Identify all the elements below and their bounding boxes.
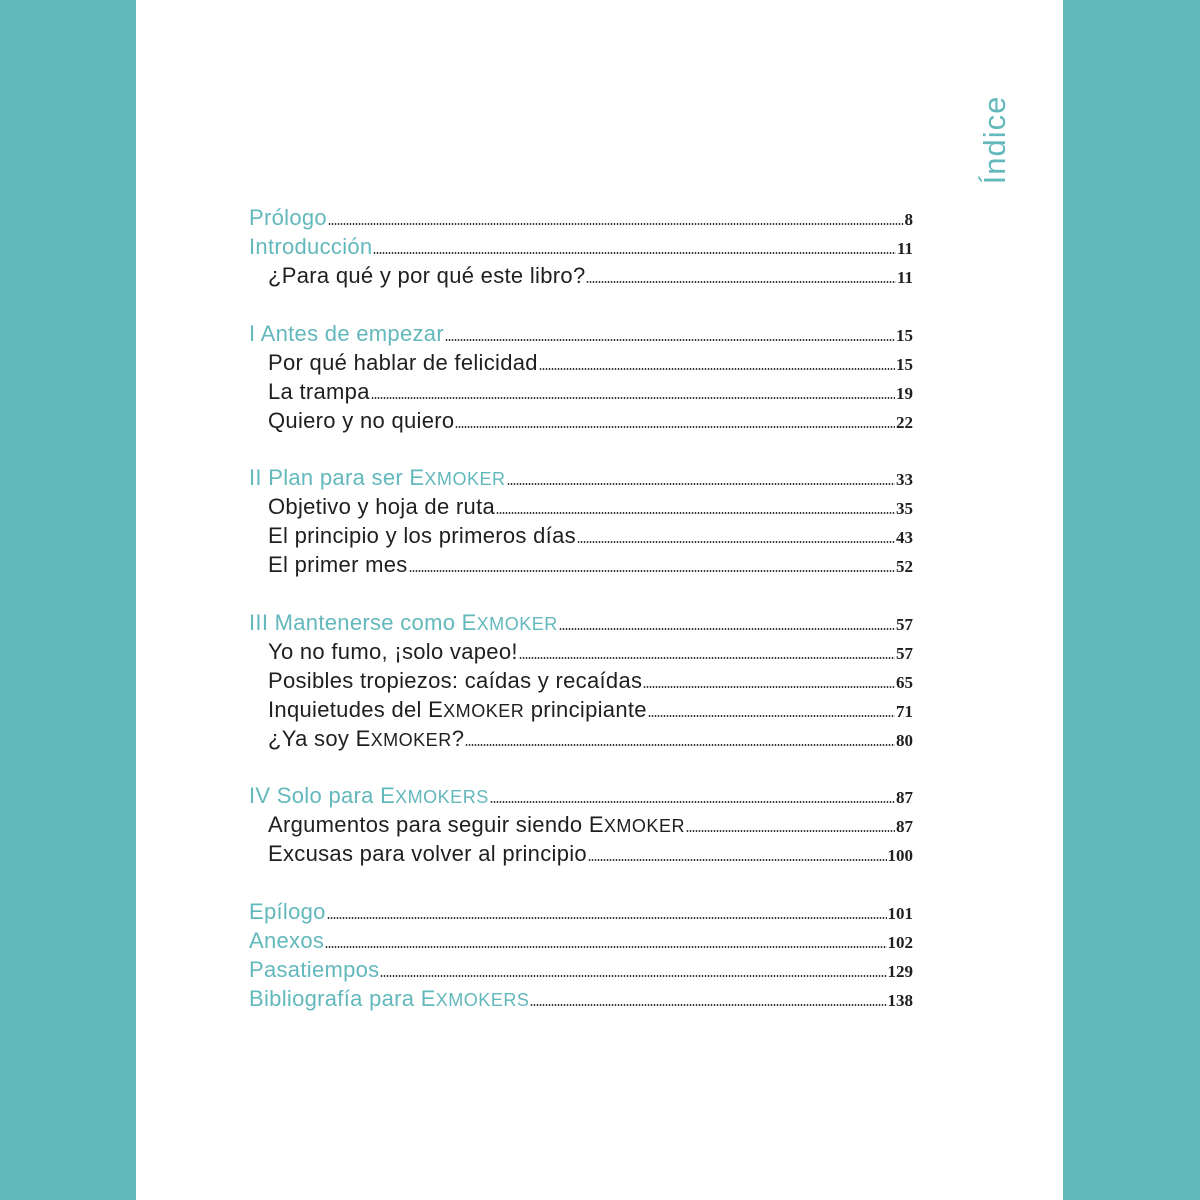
toc-page-number: 138 xyxy=(887,990,913,1010)
toc-subentry[interactable] xyxy=(249,492,913,521)
toc-entry-title: Posibles tropiezos: caídas y recaídas xyxy=(268,667,643,693)
toc-entry-title: III Mantenerse como EXMOKER xyxy=(249,609,558,635)
toc-entry-title: ¿Para qué y por qué este libro? xyxy=(268,263,586,288)
dot-leader xyxy=(409,570,895,572)
toc-entry-title: Introducción xyxy=(249,234,373,259)
page-title: Índice xyxy=(977,95,1012,185)
toc-section xyxy=(249,463,913,579)
toc-entry-title: Yo no fumo, ¡solo vapeo! xyxy=(268,638,518,664)
toc-page-number: 80 xyxy=(896,730,913,750)
dot-leader xyxy=(559,628,895,630)
dot-leader xyxy=(455,426,895,428)
toc-page-number: 102 xyxy=(887,932,913,952)
toc-page-number: 11 xyxy=(896,239,913,258)
dot-leader xyxy=(686,830,895,832)
dot-leader xyxy=(445,339,895,341)
toc-entry-title: Inquietudes del EXMOKER principiante xyxy=(268,696,647,722)
toc-entry-title: Anexos xyxy=(249,927,325,953)
toc-entry-title: Quiero y no quiero xyxy=(268,407,455,433)
dot-leader xyxy=(586,281,895,283)
toc-entry-title: Excusas para volver al principio xyxy=(268,841,587,867)
toc-entry[interactable] xyxy=(249,955,913,984)
dot-leader xyxy=(577,541,895,543)
toc-section xyxy=(249,608,913,753)
toc-subentry[interactable] xyxy=(249,377,913,406)
toc-subentry[interactable] xyxy=(249,261,913,290)
toc-section xyxy=(249,781,913,868)
toc-page-number: 8 xyxy=(904,210,913,229)
toc-subentry[interactable] xyxy=(249,406,913,435)
toc-section xyxy=(249,319,913,435)
toc-page-number: 57 xyxy=(896,614,913,634)
toc-entry-title: ¿Ya soy EXMOKER? xyxy=(268,725,465,751)
dot-leader xyxy=(325,946,886,948)
toc-section xyxy=(249,897,913,1013)
toc-subentry[interactable] xyxy=(249,550,913,579)
toc-entry-title: Bibliografía para EXMOKERS xyxy=(249,985,530,1011)
dot-leader xyxy=(328,223,904,225)
dot-leader xyxy=(496,512,895,514)
toc-subentry[interactable] xyxy=(249,521,913,550)
toc-page-number: 33 xyxy=(896,470,913,490)
toc-entry[interactable] xyxy=(249,926,913,955)
toc-entry-title: El principio y los primeros días xyxy=(268,523,576,549)
dot-leader xyxy=(643,686,895,688)
toc-subentry[interactable] xyxy=(249,666,913,695)
toc-page-number: 71 xyxy=(896,701,913,721)
toc-page-number: 65 xyxy=(896,672,913,692)
toc-entry-title: IV Solo para EXMOKERS xyxy=(249,783,489,809)
toc-entry[interactable] xyxy=(249,984,913,1013)
toc-entry-title: Por qué hablar de felicidad xyxy=(268,349,538,375)
toc-page-number: 57 xyxy=(896,643,913,663)
toc-entry[interactable] xyxy=(249,608,913,637)
toc-entry-title: Objetivo y hoja de ruta xyxy=(268,494,496,520)
toc-page-number: 101 xyxy=(887,903,913,923)
dot-leader xyxy=(519,657,895,659)
toc-entry[interactable] xyxy=(249,232,913,261)
toc-entry-title: El primer mes xyxy=(268,552,408,578)
toc-entry[interactable] xyxy=(249,463,913,492)
toc-page-number: 15 xyxy=(896,354,913,374)
dot-leader xyxy=(588,859,887,861)
dot-leader xyxy=(539,368,895,370)
toc-entry[interactable] xyxy=(249,781,913,810)
toc-page-number: 15 xyxy=(896,325,913,345)
toc-page-number: 19 xyxy=(896,383,913,403)
dot-leader xyxy=(465,744,895,746)
dot-leader xyxy=(327,917,887,919)
table-of-contents xyxy=(249,203,913,1042)
toc-subentry[interactable] xyxy=(249,348,913,377)
toc-entry-title: Prólogo xyxy=(249,205,327,230)
toc-entry-title: Argumentos para seguir siendo EXMOKER xyxy=(268,812,685,838)
dot-leader xyxy=(507,483,895,485)
toc-subentry[interactable] xyxy=(249,637,913,666)
toc-entry-title: Epílogo xyxy=(249,898,326,924)
toc-entry-title: Pasatiempos xyxy=(249,956,380,982)
toc-page-number: 52 xyxy=(896,557,913,577)
toc-subentry[interactable] xyxy=(249,724,913,753)
dot-leader xyxy=(530,1004,886,1006)
toc-page-number: 11 xyxy=(896,268,913,287)
toc-entry-title: II Plan para ser EXMOKER xyxy=(249,465,506,491)
toc-page-number: 35 xyxy=(896,499,913,519)
toc-subentry[interactable] xyxy=(249,810,913,839)
dot-leader xyxy=(648,715,895,717)
toc-entry[interactable] xyxy=(249,319,913,348)
dot-leader xyxy=(380,975,886,977)
toc-entry[interactable] xyxy=(249,203,913,232)
toc-page-number: 87 xyxy=(896,817,913,837)
dot-leader xyxy=(371,397,895,399)
dot-leader xyxy=(373,252,895,254)
toc-page-number: 22 xyxy=(896,412,913,432)
toc-section xyxy=(249,203,913,290)
toc-subentry[interactable] xyxy=(249,839,913,868)
toc-subentry[interactable] xyxy=(249,695,913,724)
dot-leader xyxy=(490,801,895,803)
toc-page-number: 100 xyxy=(887,846,913,866)
toc-entry[interactable] xyxy=(249,897,913,926)
toc-entry-title: La trampa xyxy=(268,378,370,404)
toc-page-number: 129 xyxy=(887,961,913,981)
toc-page-number: 87 xyxy=(896,788,913,808)
toc-page-number: 43 xyxy=(896,528,913,548)
toc-entry-title: I Antes de empezar xyxy=(249,320,444,346)
